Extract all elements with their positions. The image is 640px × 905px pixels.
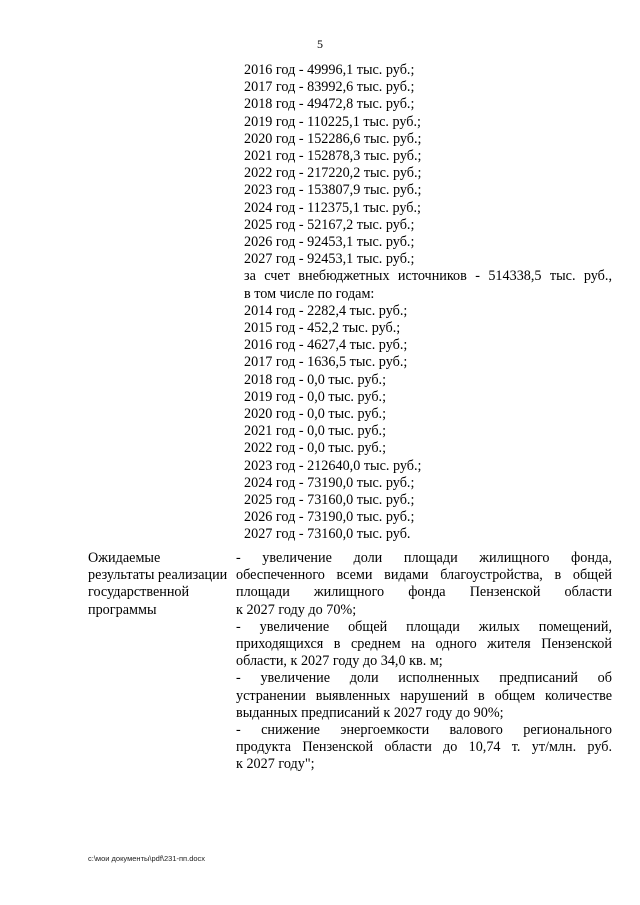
extrabudget-line: 2017 год - 1636,5 тыс. руб.;: [244, 354, 408, 371]
extrabudget-line: 2026 год - 73190,0 тыс. руб.;: [244, 509, 415, 526]
extrabudget-line: 2014 год - 2282,4 тыс. руб.;: [244, 302, 408, 319]
extrabudget-line: 2016 год - 4627,4 тыс. руб.;: [244, 337, 408, 354]
budget-line: 2025 год - 52167,2 тыс. руб.;: [244, 216, 415, 233]
results-label: [88, 550, 238, 619]
result-line: к 2027 году до 70%;: [236, 601, 357, 618]
extrabudget-heading: за счет внебюджетных источников - 514338,5 тыс. руб.,: [244, 268, 612, 285]
result-line: выданных предписаний к 2027 году до 90%;: [236, 704, 504, 721]
extrabudget-line: 2025 год - 73160,0 тыс. руб.;: [244, 492, 415, 509]
extrabudget-line: 2020 год - 0,0 тыс. руб.;: [244, 406, 387, 423]
expected-results: [236, 550, 612, 774]
results-label-line: результаты реализации: [88, 567, 228, 584]
budget-line: 2023 год - 153807,9 тыс. руб.;: [244, 182, 422, 199]
result-line: устранении выявленных нарушений в общем количестве: [236, 687, 612, 704]
result-line: области, к 2027 году до 34,0 кв. м;: [236, 653, 443, 670]
results-label-line: Ожидаемые: [88, 550, 161, 566]
budget-line: 2018 год - 49472,8 тыс. руб.;: [244, 96, 415, 113]
funding-section: [244, 62, 612, 544]
result-line: - снижение энергоемкости валового регионального: [236, 722, 612, 739]
budget-line: 2022 год - 217220,2 тыс. руб.;: [244, 165, 422, 182]
extrabudget-line: 2019 год - 0,0 тыс. руб.;: [244, 388, 387, 405]
extrabudget-line: 2015 год - 452,2 тыс. руб.;: [244, 320, 401, 337]
budget-line: 2020 год - 152286,6 тыс. руб.;: [244, 130, 422, 147]
budget-line: 2026 год - 92453,1 тыс. руб.;: [244, 234, 415, 251]
budget-line: 2019 год - 110225,1 тыс. руб.;: [244, 113, 421, 130]
page-number: 5: [317, 37, 323, 51]
budget-line: 2016 год - 49996,1 тыс. руб.;: [244, 62, 415, 78]
result-line: к 2027 году";: [236, 756, 315, 773]
result-line: приходящихся в среднем на одного жителя Пензенской: [236, 636, 612, 653]
result-line: - увеличение общей площади жилых помещений,: [236, 618, 612, 635]
result-line: - увеличение доли исполненных предписаний об: [236, 670, 612, 687]
budget-line: 2027 год - 92453,1 тыс. руб.;: [244, 251, 415, 268]
extrabudget-line: 2021 год - 0,0 тыс. руб.;: [244, 423, 387, 440]
footer-file-path: c:\мои документы\pdf\231-пп.docx: [88, 854, 206, 863]
budget-line: 2021 год - 152878,3 тыс. руб.;: [244, 148, 422, 165]
extrabudget-line: 2018 год - 0,0 тыс. руб.;: [244, 371, 387, 388]
result-line: продукта Пензенской области до 10,74 т. ут/млн. руб.: [236, 739, 612, 756]
results-label-line: программы: [88, 601, 157, 618]
by-years-label: в том числе по годам:: [244, 285, 375, 302]
extrabudget-line: 2023 год - 212640,0 тыс. руб.;: [244, 457, 422, 474]
result-line: - увеличение доли площади жилищного фонда,: [236, 550, 612, 566]
result-line: обеспеченного всеми видами благоустройства, в общей: [236, 567, 612, 584]
budget-line: 2017 год - 83992,6 тыс. руб.;: [244, 79, 415, 96]
result-line: площади жилищного фонда Пензенской области: [236, 584, 612, 601]
extrabudget-line: 2022 год - 0,0 тыс. руб.;: [244, 440, 387, 457]
results-label-line: государственной: [88, 584, 190, 601]
extrabudget-line: 2027 год - 73160,0 тыс. руб.: [244, 526, 411, 543]
budget-line: 2024 год - 112375,1 тыс. руб.;: [244, 199, 421, 216]
extrabudget-line: 2024 год - 73190,0 тыс. руб.;: [244, 474, 415, 491]
